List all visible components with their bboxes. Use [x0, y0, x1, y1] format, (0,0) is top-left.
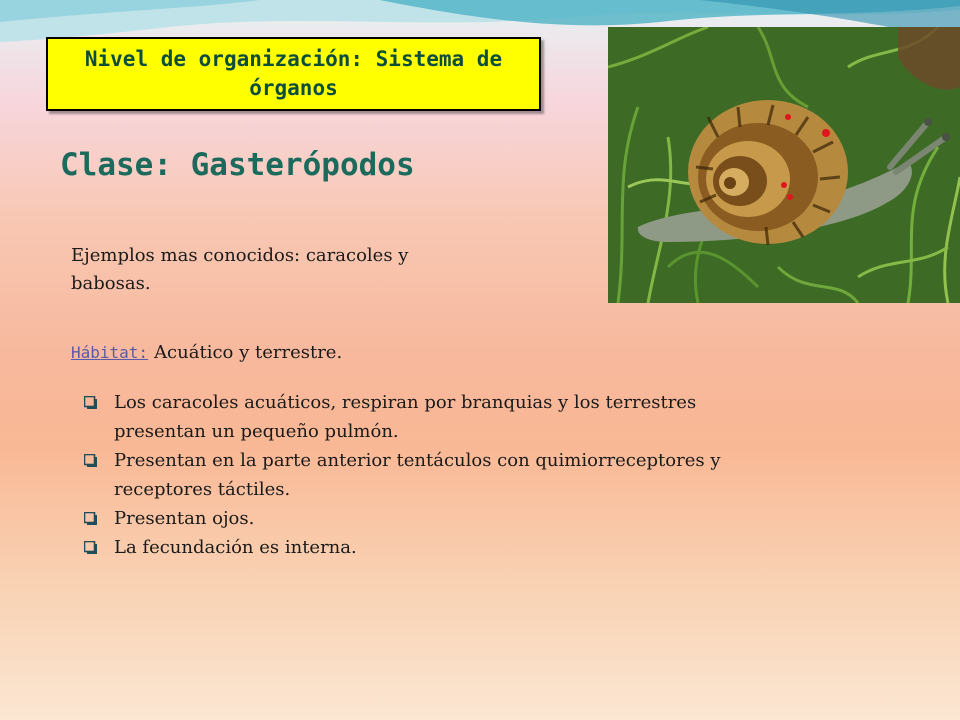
checkbox-bullet-icon [84, 396, 97, 409]
bullet-text: Los caracoles acuáticos, respiran por branquias y los terrestres presentan un pequeño pulmón. [114, 392, 697, 442]
bullet-text: Presentan ojos. [114, 508, 255, 529]
examples-text: Ejemplos mas conocidos: caracoles y babosas. [71, 245, 409, 294]
bullet-item [84, 533, 784, 562]
class-title: Clase: Gasterópodos [60, 147, 415, 183]
habitat-line [71, 339, 342, 367]
slide-title: Nivel de organización: Sistema de órganos [84, 47, 503, 100]
bullet-item [84, 446, 784, 504]
bullet-item [84, 504, 784, 533]
checkbox-bullet-icon [84, 454, 97, 467]
bullet-list [84, 388, 784, 562]
habitat-label: Hábitat: [71, 343, 149, 362]
bullet-text: Presentan en la parte anterior tentáculos con quimiorreceptores y receptores táctiles. [114, 450, 721, 500]
checkbox-bullet-icon [84, 541, 97, 554]
checkbox-bullet-icon [84, 512, 97, 525]
title-box [46, 37, 541, 111]
snail-photo [608, 27, 960, 303]
bullet-text: La fecundación es interna. [114, 537, 357, 558]
bullet-item [84, 388, 784, 446]
habitat-value: Acuático y terrestre. [154, 342, 343, 363]
